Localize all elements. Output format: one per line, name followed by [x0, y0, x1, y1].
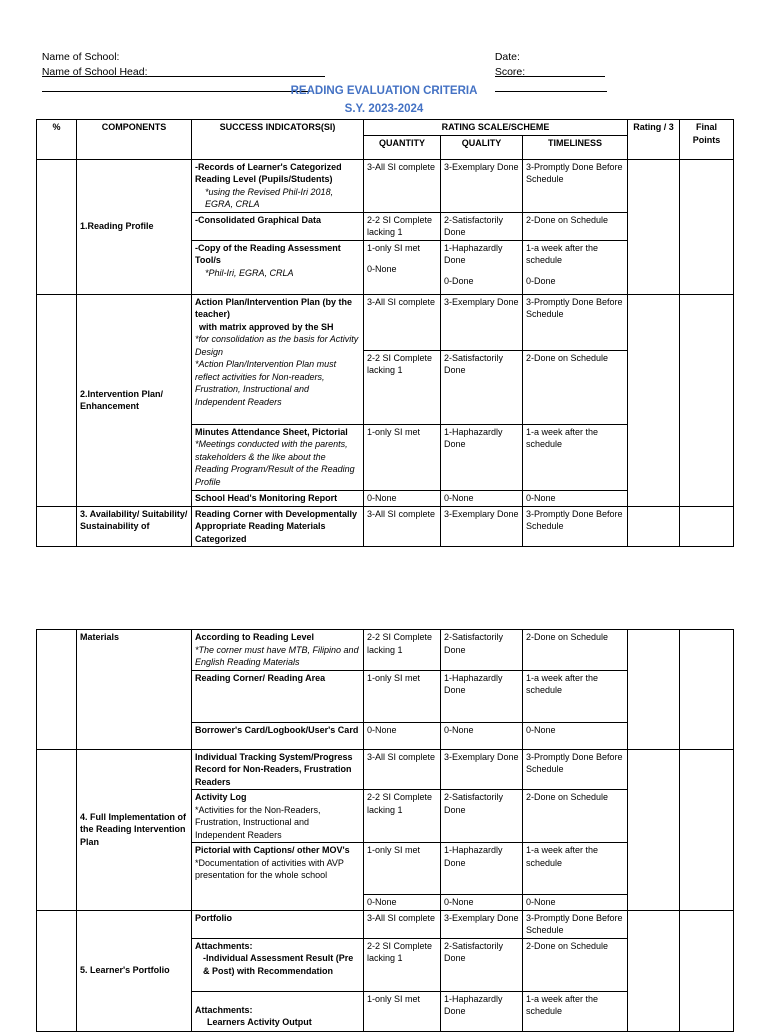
timeliness-cell: 2-Done on Schedule: [523, 938, 628, 991]
indicator-title: According to Reading Level: [195, 632, 315, 642]
quality-cell: 2-Satisfactorily Done: [441, 630, 523, 671]
school-head-label: Name of School Head:: [41, 66, 148, 78]
timeliness-cell: 1-a week after the schedule: [523, 991, 628, 1031]
quantity-cell: 1-only SI met: [364, 424, 441, 490]
success-indicator: [192, 749, 364, 790]
table-row: [37, 159, 734, 212]
criteria-table-part-2: [36, 629, 734, 1032]
quantity-cell: 0-None: [364, 722, 441, 749]
timeliness-cell: 2-Done on Schedule: [523, 630, 628, 671]
indicator-detail: Learners Activity Output: [207, 1017, 312, 1027]
timeliness-cell: 1-a week after the schedule: [523, 843, 628, 895]
success-indicator: [192, 910, 364, 938]
quality-cell: 0-None: [441, 895, 523, 911]
success-indicator: [192, 294, 364, 424]
timeliness-cell: 3-Promptly Done Before Schedule: [523, 159, 628, 212]
quantity-cell: 3-All SI complete: [364, 749, 441, 790]
quantity-cell: 2-2 SI Complete lacking 1: [364, 790, 441, 843]
indicator-title: -Records of Learner's Categorized Reading Level (Pupils/Students): [195, 161, 342, 184]
table-row: [37, 630, 734, 671]
success-indicator: [192, 212, 364, 240]
indicator-title: -Consolidated Graphical Data: [195, 214, 322, 225]
indicator-note: *Documentation of activities with AVP presentation for the whole school: [195, 857, 344, 880]
indicator-note: *Phil-Iri, EGRA, CRLA: [205, 267, 294, 278]
quality-cell: 3-Exemplary Done: [441, 749, 523, 790]
indicator-note: *The corner must have MTB, Filipino and English Reading Materials: [195, 644, 359, 667]
quality-cell: 1-Haphazardly Done: [441, 991, 523, 1031]
date-label: Date:: [494, 51, 520, 63]
indicator-note: *Action Plan/Intervention Plan must reflect activities for Non-readers, Frustration, Instructional and Independent Readers: [195, 359, 337, 407]
timeliness-cell: 0-None: [523, 895, 628, 911]
final-points-cell[interactable]: [680, 630, 734, 750]
success-indicator: [192, 506, 364, 547]
final-points-cell[interactable]: [680, 294, 734, 506]
timeliness-cell: 2-Done on Schedule: [523, 790, 628, 843]
final-points-cell[interactable]: [680, 506, 734, 547]
rating-cell[interactable]: [628, 630, 680, 750]
quality-cell: 1-Haphazardly Done: [441, 670, 523, 722]
quantity-cell: 3-All SI complete: [364, 159, 441, 212]
quality-cell: 3-Exemplary Done: [441, 506, 523, 547]
final-points-cell[interactable]: [680, 749, 734, 910]
success-indicator: [192, 843, 364, 911]
component-name: 1.Reading Profile: [77, 159, 192, 294]
table-row: [37, 910, 734, 938]
quantity-cell: 3-All SI complete: [364, 506, 441, 547]
rating-cell[interactable]: [628, 506, 680, 547]
quantity-cell: 2-2 SI Complete lacking 1: [364, 350, 441, 424]
quality-cell: [441, 240, 523, 294]
rating-cell[interactable]: [628, 910, 680, 1031]
success-indicator: [192, 240, 364, 294]
quality-cell: 3-Exemplary Done: [441, 159, 523, 212]
indicator-title: Portfolio: [195, 912, 232, 923]
indicator-title: Minutes Attendance Sheet, Pictorial: [195, 426, 348, 437]
quantity-cell: [364, 240, 441, 294]
indicator-note: *Meetings conducted with the parents, stakeholders & the like about the Reading Program/Result of the Reading Profile: [195, 439, 355, 487]
indicator-note: *for consolidation as the basis for Activity Design: [195, 334, 359, 357]
quantity-0: 0-None: [367, 264, 397, 274]
timeliness-cell: 1-a week after the schedule: [523, 670, 628, 722]
table-row: [37, 749, 734, 790]
quantity-cell: 2-2 SI Complete lacking 1: [364, 938, 441, 991]
quantity-cell: 0-None: [364, 490, 441, 506]
indicator-title: Individual Tracking System/Progress Record for Non-Readers, Frustration Readers: [195, 751, 353, 787]
quality-0: 0-Done: [444, 275, 474, 286]
timeliness-cell: 2-Done on Schedule: [523, 350, 628, 424]
col-pct: %: [37, 120, 77, 160]
success-indicator: [192, 722, 364, 749]
final-points-cell[interactable]: [680, 159, 734, 294]
quality-cell: 2-Satisfactorily Done: [441, 790, 523, 843]
col-quality: QUALITY: [441, 135, 523, 159]
timeliness-cell: 0-None: [523, 490, 628, 506]
indicator-title: Attachments:: [195, 1004, 253, 1015]
pct-cell[interactable]: [37, 159, 77, 294]
col-success-indicators: SUCCESS INDICATORS(SI): [192, 120, 364, 160]
page-subtitle: S.Y. 2023-2024: [344, 103, 424, 115]
quantity-cell: 2-2 SI Complete lacking 1: [364, 630, 441, 671]
timeliness-cell: 3-Promptly Done Before Schedule: [523, 749, 628, 790]
timeliness-cell: 3-Promptly Done Before Schedule: [523, 294, 628, 350]
quantity-cell: 2-2 SI Complete lacking 1: [364, 212, 441, 240]
col-quantity: QUANTITY: [364, 135, 441, 159]
score-label: Score:: [494, 66, 526, 78]
component-name: 2.Intervention Plan/ Enhancement: [77, 294, 192, 506]
success-indicator: [192, 938, 364, 991]
timeliness-cell: 1-a week after the schedule: [523, 424, 628, 490]
timeliness-cell: 0-None: [523, 722, 628, 749]
component-name: 4. Full Implementation of the Reading Intervention Plan: [77, 749, 192, 910]
quality-cell: 0-None: [441, 722, 523, 749]
criteria-table-part-1: [36, 119, 734, 547]
success-indicator: [192, 424, 364, 490]
indicator-title: -Copy of the Reading Assessment Tool/s: [195, 242, 341, 265]
pct-cell[interactable]: [37, 630, 77, 750]
timeliness-cell: 3-Promptly Done Before Schedule: [523, 910, 628, 938]
quality-cell: 1-Haphazardly Done: [441, 843, 523, 895]
indicator-title: Borrower's Card/Logbook/User's Card: [195, 724, 359, 735]
col-rating: Rating / 3: [628, 120, 680, 160]
quantity-1: 1-only SI met: [367, 242, 421, 253]
quality-cell: 1-Haphazardly Done: [441, 424, 523, 490]
indicator-title: Pictorial with Captions/ other MOV's: [195, 845, 350, 855]
success-indicator: [192, 670, 364, 722]
table-row: [37, 294, 734, 350]
pct-cell[interactable]: [37, 910, 77, 1031]
indicator-note: *Activities for the Non-Readers, Frustration, Instructional and Independent Readers: [195, 804, 321, 840]
page-title: READING EVALUATION CRITERIA: [290, 85, 478, 97]
success-indicator: [192, 159, 364, 212]
rating-cell[interactable]: [628, 749, 680, 910]
quality-cell: 3-Exemplary Done: [441, 294, 523, 350]
component-name: 5. Learner's Portfolio: [77, 910, 192, 1031]
indicator-title: Reading Corner with Developmentally Appropriate Reading Materials Categorized: [195, 508, 358, 544]
indicator-title: Attachments:: [195, 940, 253, 951]
final-points-cell[interactable]: [680, 910, 734, 1031]
success-indicator: [192, 991, 364, 1031]
indicator-title: Activity Log: [195, 792, 247, 802]
timeliness-cell: 2-Done on Schedule: [523, 212, 628, 240]
timeliness-cell: 3-Promptly Done Before Schedule: [523, 506, 628, 547]
success-indicator: [192, 490, 364, 506]
quality-cell: 3-Exemplary Done: [441, 910, 523, 938]
table-row: [37, 506, 734, 547]
quantity-cell: 0-None: [364, 895, 441, 911]
quality-cell: 0-None: [441, 490, 523, 506]
quantity-cell: 1-only SI met: [364, 843, 441, 895]
indicator-subtitle: with matrix approved by the SH: [199, 321, 334, 332]
indicator-note: *using the Revised Phil-Iri 2018, EGRA, CRLA: [205, 186, 334, 209]
rating-cell[interactable]: [628, 294, 680, 506]
quantity-cell: 3-All SI complete: [364, 910, 441, 938]
pct-cell[interactable]: [37, 749, 77, 910]
quality-1: 1-Haphazardly Done: [444, 242, 503, 265]
success-indicator: [192, 630, 364, 671]
quantity-cell: 1-only SI met: [364, 670, 441, 722]
quality-cell: 2-Satisfactorily Done: [441, 212, 523, 240]
col-final-points: Final Points: [680, 120, 734, 160]
quality-cell: 2-Satisfactorily Done: [441, 350, 523, 424]
pct-cell[interactable]: [37, 506, 77, 547]
col-components: COMPONENTS: [77, 120, 192, 160]
timeliness-cell: [523, 240, 628, 294]
success-indicator: [192, 790, 364, 843]
timeliness-1: 1-a week after the schedule: [526, 242, 599, 265]
col-rating-scale: RATING SCALE/SCHEME: [364, 120, 628, 136]
indicator-detail: -Individual Assessment Result (Pre & Post) with Recommendation: [203, 953, 354, 976]
indicator-title: Reading Corner/ Reading Area: [195, 672, 326, 683]
quantity-cell: 3-All SI complete: [364, 294, 441, 350]
col-timeliness: TIMELINESS: [523, 135, 628, 159]
indicator-title: School Head's Monitoring Report: [195, 492, 338, 503]
component-name: Materials: [77, 630, 192, 750]
rating-cell[interactable]: [628, 159, 680, 294]
component-name: 3. Availability/ Suitability/ Sustainability of: [77, 506, 192, 547]
quantity-cell: 1-only SI met: [364, 991, 441, 1031]
timeliness-0: 0-Done: [526, 275, 556, 286]
quality-cell: 2-Satisfactorily Done: [441, 938, 523, 991]
school-name-label: Name of School:: [41, 51, 120, 63]
pct-cell[interactable]: [37, 294, 77, 506]
indicator-title: Action Plan/Intervention Plan (by the teacher): [195, 296, 353, 319]
